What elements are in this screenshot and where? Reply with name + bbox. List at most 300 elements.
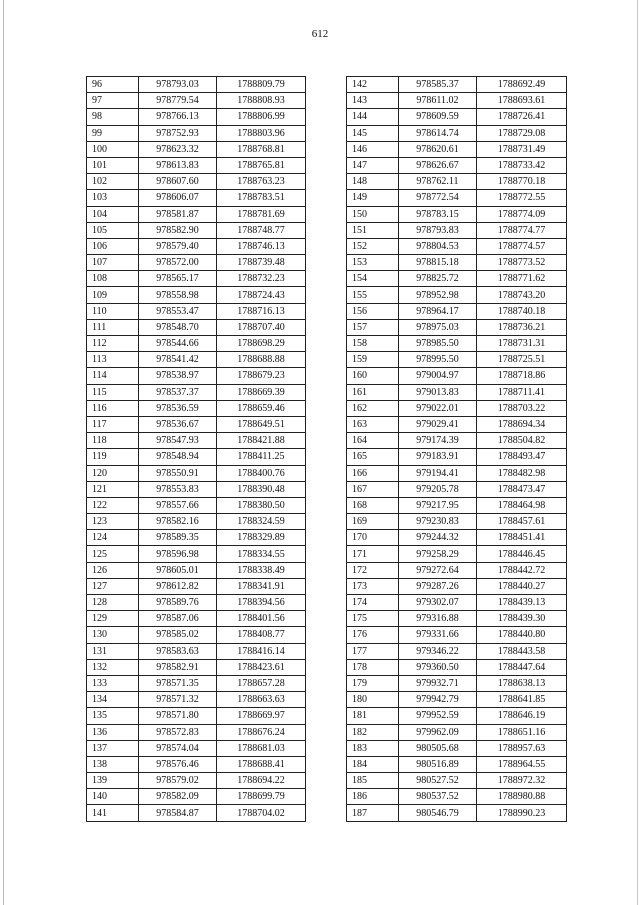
x-coordinate-cell: 978589.76 xyxy=(139,595,217,611)
point-number-cell: 114 xyxy=(87,368,139,384)
x-coordinate-cell: 978581.87 xyxy=(139,206,217,222)
table-row xyxy=(87,611,306,627)
point-number-cell: 132 xyxy=(87,659,139,675)
table-row xyxy=(87,740,306,756)
x-coordinate-cell: 979942.79 xyxy=(399,692,477,708)
y-coordinate-cell: 1788324.59 xyxy=(217,514,306,530)
table-row xyxy=(347,595,567,611)
table-row xyxy=(347,708,567,724)
x-coordinate-cell: 978607.60 xyxy=(139,174,217,190)
x-coordinate-cell: 979287.26 xyxy=(399,578,477,594)
y-coordinate-cell: 1788781.69 xyxy=(217,206,306,222)
x-coordinate-cell: 978583.63 xyxy=(139,643,217,659)
scan-edge-right xyxy=(637,0,638,905)
x-coordinate-cell: 978547.93 xyxy=(139,433,217,449)
scan-edge-left xyxy=(3,0,4,905)
y-coordinate-cell: 1788740.18 xyxy=(477,303,567,319)
point-number-cell: 161 xyxy=(347,384,399,400)
point-number-cell: 145 xyxy=(347,125,399,141)
x-coordinate-cell: 979205.78 xyxy=(399,481,477,497)
table-row xyxy=(87,141,306,157)
y-coordinate-cell: 1788446.45 xyxy=(477,546,567,562)
x-coordinate-cell: 978579.40 xyxy=(139,238,217,254)
table-row xyxy=(347,643,567,659)
table-row xyxy=(347,77,567,93)
point-number-cell: 127 xyxy=(87,578,139,594)
table-row xyxy=(347,157,567,173)
y-coordinate-cell: 1788746.13 xyxy=(217,238,306,254)
x-coordinate-cell: 978587.06 xyxy=(139,611,217,627)
point-number-cell: 118 xyxy=(87,433,139,449)
point-number-cell: 124 xyxy=(87,530,139,546)
x-coordinate-cell: 979022.01 xyxy=(399,400,477,416)
point-number-cell: 167 xyxy=(347,481,399,497)
y-coordinate-cell: 1788972.32 xyxy=(477,773,567,789)
y-coordinate-cell: 1788768.81 xyxy=(217,141,306,157)
x-coordinate-cell: 978762.11 xyxy=(399,174,477,190)
y-coordinate-cell: 1788423.61 xyxy=(217,659,306,675)
x-coordinate-cell: 978553.47 xyxy=(139,303,217,319)
x-coordinate-cell: 980516.89 xyxy=(399,756,477,772)
y-coordinate-cell: 1788688.88 xyxy=(217,352,306,368)
y-coordinate-cell: 1788646.19 xyxy=(477,708,567,724)
point-number-cell: 130 xyxy=(87,627,139,643)
point-number-cell: 177 xyxy=(347,643,399,659)
x-coordinate-cell: 979272.64 xyxy=(399,562,477,578)
x-coordinate-cell: 978623.32 xyxy=(139,141,217,157)
point-number-cell: 108 xyxy=(87,271,139,287)
table-row xyxy=(347,93,567,109)
table-row xyxy=(347,627,567,643)
x-coordinate-cell: 978609.59 xyxy=(399,109,477,125)
x-coordinate-cell: 978613.83 xyxy=(139,157,217,173)
y-coordinate-cell: 1788504.82 xyxy=(477,433,567,449)
x-coordinate-cell: 978548.70 xyxy=(139,319,217,335)
y-coordinate-cell: 1788980.88 xyxy=(477,789,567,805)
point-number-cell: 136 xyxy=(87,724,139,740)
y-coordinate-cell: 1788679.23 xyxy=(217,368,306,384)
y-coordinate-cell: 1788736.21 xyxy=(477,319,567,335)
table-row xyxy=(347,805,567,821)
point-number-cell: 147 xyxy=(347,157,399,173)
table-row xyxy=(347,368,567,384)
table-row xyxy=(87,546,306,562)
y-coordinate-cell: 1788482.98 xyxy=(477,465,567,481)
x-coordinate-cell: 978579.02 xyxy=(139,773,217,789)
y-coordinate-cell: 1788651.16 xyxy=(477,724,567,740)
table-row xyxy=(87,481,306,497)
table-row xyxy=(347,190,567,206)
point-number-cell: 153 xyxy=(347,255,399,271)
x-coordinate-cell: 978576.46 xyxy=(139,756,217,772)
y-coordinate-cell: 1788439.30 xyxy=(477,611,567,627)
table-row xyxy=(347,400,567,416)
table-row xyxy=(87,659,306,675)
table-row xyxy=(87,465,306,481)
y-coordinate-cell: 1788964.55 xyxy=(477,756,567,772)
page-number: 612 xyxy=(311,28,329,40)
x-coordinate-cell: 979258.29 xyxy=(399,546,477,562)
y-coordinate-cell: 1788400.76 xyxy=(217,465,306,481)
x-coordinate-cell: 978541.42 xyxy=(139,352,217,368)
y-coordinate-cell: 1788329.89 xyxy=(217,530,306,546)
x-coordinate-cell: 978964.17 xyxy=(399,303,477,319)
x-coordinate-cell: 978584.87 xyxy=(139,805,217,821)
point-number-cell: 101 xyxy=(87,157,139,173)
point-number-cell: 183 xyxy=(347,740,399,756)
y-coordinate-cell: 1788676.24 xyxy=(217,724,306,740)
x-coordinate-cell: 979174.39 xyxy=(399,433,477,449)
table-row xyxy=(87,708,306,724)
point-number-cell: 164 xyxy=(347,433,399,449)
point-number-cell: 110 xyxy=(87,303,139,319)
y-coordinate-cell: 1788442.72 xyxy=(477,562,567,578)
x-coordinate-cell: 978536.59 xyxy=(139,400,217,416)
point-number-cell: 154 xyxy=(347,271,399,287)
x-coordinate-cell: 978571.32 xyxy=(139,692,217,708)
y-coordinate-cell: 1788649.51 xyxy=(217,416,306,432)
y-coordinate-cell: 1788698.29 xyxy=(217,336,306,352)
point-number-cell: 162 xyxy=(347,400,399,416)
y-coordinate-cell: 1788726.41 xyxy=(477,109,567,125)
y-coordinate-cell: 1788669.97 xyxy=(217,708,306,724)
x-coordinate-cell: 980546.79 xyxy=(399,805,477,821)
point-number-cell: 173 xyxy=(347,578,399,594)
table-row xyxy=(87,578,306,594)
point-number-cell: 168 xyxy=(347,497,399,513)
y-coordinate-cell: 1788990.23 xyxy=(477,805,567,821)
x-coordinate-cell: 978548.94 xyxy=(139,449,217,465)
y-coordinate-cell: 1788771.62 xyxy=(477,271,567,287)
table-row xyxy=(87,514,306,530)
table-row xyxy=(87,805,306,821)
y-coordinate-cell: 1788704.02 xyxy=(217,805,306,821)
point-number-cell: 122 xyxy=(87,497,139,513)
y-coordinate-cell: 1788783.51 xyxy=(217,190,306,206)
point-number-cell: 144 xyxy=(347,109,399,125)
y-coordinate-cell: 1788729.08 xyxy=(477,125,567,141)
x-coordinate-cell: 978571.35 xyxy=(139,675,217,691)
point-number-cell: 135 xyxy=(87,708,139,724)
point-number-cell: 181 xyxy=(347,708,399,724)
point-number-cell: 151 xyxy=(347,222,399,238)
point-number-cell: 125 xyxy=(87,546,139,562)
table-row xyxy=(347,303,567,319)
point-number-cell: 103 xyxy=(87,190,139,206)
y-coordinate-cell: 1788731.49 xyxy=(477,141,567,157)
point-number-cell: 107 xyxy=(87,255,139,271)
point-number-cell: 179 xyxy=(347,675,399,691)
y-coordinate-cell: 1788451.41 xyxy=(477,530,567,546)
point-number-cell: 156 xyxy=(347,303,399,319)
x-coordinate-cell: 980527.52 xyxy=(399,773,477,789)
x-coordinate-cell: 978804.53 xyxy=(399,238,477,254)
x-coordinate-cell: 978985.50 xyxy=(399,336,477,352)
point-number-cell: 170 xyxy=(347,530,399,546)
x-coordinate-cell: 979932.71 xyxy=(399,675,477,691)
point-number-cell: 184 xyxy=(347,756,399,772)
point-number-cell: 120 xyxy=(87,465,139,481)
y-coordinate-cell: 1788957.63 xyxy=(477,740,567,756)
y-coordinate-cell: 1788447.64 xyxy=(477,659,567,675)
table-row xyxy=(347,692,567,708)
point-number-cell: 176 xyxy=(347,627,399,643)
point-number-cell: 100 xyxy=(87,141,139,157)
x-coordinate-cell: 979004.97 xyxy=(399,368,477,384)
x-coordinate-cell: 978612.82 xyxy=(139,578,217,594)
table-row xyxy=(347,659,567,675)
table-row xyxy=(347,206,567,222)
y-coordinate-cell: 1788694.34 xyxy=(477,416,567,432)
point-number-cell: 150 xyxy=(347,206,399,222)
y-coordinate-cell: 1788334.55 xyxy=(217,546,306,562)
y-coordinate-cell: 1788669.39 xyxy=(217,384,306,400)
x-coordinate-cell: 978572.00 xyxy=(139,255,217,271)
x-coordinate-cell: 978538.97 xyxy=(139,368,217,384)
y-coordinate-cell: 1788774.77 xyxy=(477,222,567,238)
point-number-cell: 111 xyxy=(87,319,139,335)
table-row xyxy=(87,222,306,238)
table-row xyxy=(87,675,306,691)
y-coordinate-cell: 1788703.22 xyxy=(477,400,567,416)
x-coordinate-cell: 978611.02 xyxy=(399,93,477,109)
table-row xyxy=(347,433,567,449)
x-coordinate-cell: 978752.93 xyxy=(139,125,217,141)
y-coordinate-cell: 1788493.47 xyxy=(477,449,567,465)
point-number-cell: 112 xyxy=(87,336,139,352)
table-row xyxy=(347,255,567,271)
y-coordinate-cell: 1788416.14 xyxy=(217,643,306,659)
table-row xyxy=(87,400,306,416)
table-row xyxy=(347,481,567,497)
table-row xyxy=(87,190,306,206)
point-number-cell: 138 xyxy=(87,756,139,772)
y-coordinate-cell: 1788473.47 xyxy=(477,481,567,497)
table-row xyxy=(347,336,567,352)
table-row xyxy=(347,675,567,691)
point-number-cell: 148 xyxy=(347,174,399,190)
point-number-cell: 158 xyxy=(347,336,399,352)
table-row xyxy=(347,497,567,513)
table-row xyxy=(87,724,306,740)
table-row xyxy=(347,530,567,546)
table-row xyxy=(347,756,567,772)
x-coordinate-cell: 978626.67 xyxy=(399,157,477,173)
table-row xyxy=(87,497,306,513)
point-number-cell: 180 xyxy=(347,692,399,708)
y-coordinate-cell: 1788421.88 xyxy=(217,433,306,449)
table-row xyxy=(87,255,306,271)
x-coordinate-cell: 978585.37 xyxy=(399,77,477,93)
table-row xyxy=(87,287,306,303)
x-coordinate-cell: 978779.54 xyxy=(139,93,217,109)
y-coordinate-cell: 1788733.42 xyxy=(477,157,567,173)
y-coordinate-cell: 1788681.03 xyxy=(217,740,306,756)
x-coordinate-cell: 980505.68 xyxy=(399,740,477,756)
x-coordinate-cell: 978553.83 xyxy=(139,481,217,497)
table-row xyxy=(87,595,306,611)
point-number-cell: 186 xyxy=(347,789,399,805)
y-coordinate-cell: 1788464.98 xyxy=(477,497,567,513)
table-row xyxy=(347,352,567,368)
point-number-cell: 109 xyxy=(87,287,139,303)
table-row xyxy=(87,303,306,319)
y-coordinate-cell: 1788394.56 xyxy=(217,595,306,611)
x-coordinate-cell: 979244.32 xyxy=(399,530,477,546)
point-number-cell: 175 xyxy=(347,611,399,627)
y-coordinate-cell: 1788748.77 xyxy=(217,222,306,238)
y-coordinate-cell: 1788341.91 xyxy=(217,578,306,594)
x-coordinate-cell: 978606.07 xyxy=(139,190,217,206)
x-coordinate-cell: 979952.59 xyxy=(399,708,477,724)
point-number-cell: 126 xyxy=(87,562,139,578)
y-coordinate-cell: 1788716.13 xyxy=(217,303,306,319)
y-coordinate-cell: 1788443.58 xyxy=(477,643,567,659)
point-number-cell: 117 xyxy=(87,416,139,432)
x-coordinate-cell: 979183.91 xyxy=(399,449,477,465)
x-coordinate-cell: 978582.90 xyxy=(139,222,217,238)
point-number-cell: 169 xyxy=(347,514,399,530)
point-number-cell: 149 xyxy=(347,190,399,206)
point-number-cell: 105 xyxy=(87,222,139,238)
x-coordinate-cell: 978825.72 xyxy=(399,271,477,287)
y-coordinate-cell: 1788732.23 xyxy=(217,271,306,287)
point-number-cell: 104 xyxy=(87,206,139,222)
point-number-cell: 140 xyxy=(87,789,139,805)
y-coordinate-cell: 1788638.13 xyxy=(477,675,567,691)
table-row xyxy=(347,740,567,756)
x-coordinate-cell: 978766.13 xyxy=(139,109,217,125)
table-row xyxy=(87,109,306,125)
y-coordinate-cell: 1788803.96 xyxy=(217,125,306,141)
x-coordinate-cell: 978783.15 xyxy=(399,206,477,222)
table-row xyxy=(87,384,306,400)
x-coordinate-cell: 978605.01 xyxy=(139,562,217,578)
table-row xyxy=(347,287,567,303)
x-coordinate-cell: 978565.17 xyxy=(139,271,217,287)
y-coordinate-cell: 1788773.52 xyxy=(477,255,567,271)
point-number-cell: 155 xyxy=(347,287,399,303)
point-number-cell: 123 xyxy=(87,514,139,530)
y-coordinate-cell: 1788440.80 xyxy=(477,627,567,643)
point-number-cell: 133 xyxy=(87,675,139,691)
y-coordinate-cell: 1788338.49 xyxy=(217,562,306,578)
point-number-cell: 174 xyxy=(347,595,399,611)
x-coordinate-cell: 978572.83 xyxy=(139,724,217,740)
table-row xyxy=(87,692,306,708)
table-row xyxy=(87,125,306,141)
table-row xyxy=(87,319,306,335)
y-coordinate-cell: 1788806.99 xyxy=(217,109,306,125)
y-coordinate-cell: 1788808.93 xyxy=(217,93,306,109)
y-coordinate-cell: 1788772.55 xyxy=(477,190,567,206)
x-coordinate-cell: 979316.88 xyxy=(399,611,477,627)
point-number-cell: 172 xyxy=(347,562,399,578)
y-coordinate-cell: 1788440.27 xyxy=(477,578,567,594)
coordinates-table-left xyxy=(86,76,306,822)
y-coordinate-cell: 1788688.41 xyxy=(217,756,306,772)
x-coordinate-cell: 979346.22 xyxy=(399,643,477,659)
table-row xyxy=(347,238,567,254)
point-number-cell: 129 xyxy=(87,611,139,627)
y-coordinate-cell: 1788692.49 xyxy=(477,77,567,93)
table-row xyxy=(347,416,567,432)
point-number-cell: 134 xyxy=(87,692,139,708)
point-number-cell: 106 xyxy=(87,238,139,254)
x-coordinate-cell: 978620.61 xyxy=(399,141,477,157)
point-number-cell: 178 xyxy=(347,659,399,675)
x-coordinate-cell: 978589.35 xyxy=(139,530,217,546)
y-coordinate-cell: 1788380.50 xyxy=(217,497,306,513)
y-coordinate-cell: 1788439.13 xyxy=(477,595,567,611)
y-coordinate-cell: 1788390.48 xyxy=(217,481,306,497)
x-coordinate-cell: 978815.18 xyxy=(399,255,477,271)
point-number-cell: 102 xyxy=(87,174,139,190)
table-row xyxy=(347,546,567,562)
x-coordinate-cell: 978582.09 xyxy=(139,789,217,805)
table-row xyxy=(87,627,306,643)
x-coordinate-cell: 978772.54 xyxy=(399,190,477,206)
table-body xyxy=(347,77,567,822)
y-coordinate-cell: 1788659.46 xyxy=(217,400,306,416)
table-row xyxy=(87,416,306,432)
y-coordinate-cell: 1788774.09 xyxy=(477,206,567,222)
point-number-cell: 171 xyxy=(347,546,399,562)
y-coordinate-cell: 1788657.28 xyxy=(217,675,306,691)
point-number-cell: 128 xyxy=(87,595,139,611)
x-coordinate-cell: 978582.16 xyxy=(139,514,217,530)
point-number-cell: 115 xyxy=(87,384,139,400)
table-row xyxy=(87,271,306,287)
point-number-cell: 185 xyxy=(347,773,399,789)
x-coordinate-cell: 978975.03 xyxy=(399,319,477,335)
x-coordinate-cell: 978558.98 xyxy=(139,287,217,303)
table-row xyxy=(347,141,567,157)
point-number-cell: 157 xyxy=(347,319,399,335)
table-row xyxy=(87,368,306,384)
y-coordinate-cell: 1788641.85 xyxy=(477,692,567,708)
point-number-cell: 159 xyxy=(347,352,399,368)
table-row xyxy=(87,643,306,659)
point-number-cell: 116 xyxy=(87,400,139,416)
x-coordinate-cell: 979013.83 xyxy=(399,384,477,400)
point-number-cell: 113 xyxy=(87,352,139,368)
table-row xyxy=(347,514,567,530)
y-coordinate-cell: 1788725.51 xyxy=(477,352,567,368)
x-coordinate-cell: 979331.66 xyxy=(399,627,477,643)
table-row xyxy=(347,789,567,805)
y-coordinate-cell: 1788411.25 xyxy=(217,449,306,465)
y-coordinate-cell: 1788457.61 xyxy=(477,514,567,530)
table-row xyxy=(347,465,567,481)
x-coordinate-cell: 978614.74 xyxy=(399,125,477,141)
table-row xyxy=(87,352,306,368)
y-coordinate-cell: 1788401.56 xyxy=(217,611,306,627)
y-coordinate-cell: 1788765.81 xyxy=(217,157,306,173)
y-coordinate-cell: 1788770.18 xyxy=(477,174,567,190)
table-row xyxy=(87,238,306,254)
x-coordinate-cell: 979962.09 xyxy=(399,724,477,740)
point-number-cell: 137 xyxy=(87,740,139,756)
x-coordinate-cell: 978995.50 xyxy=(399,352,477,368)
table-row xyxy=(87,206,306,222)
y-coordinate-cell: 1788694.22 xyxy=(217,773,306,789)
x-coordinate-cell: 979302.07 xyxy=(399,595,477,611)
table-row xyxy=(347,611,567,627)
table-row xyxy=(347,724,567,740)
point-number-cell: 131 xyxy=(87,643,139,659)
point-number-cell: 97 xyxy=(87,93,139,109)
